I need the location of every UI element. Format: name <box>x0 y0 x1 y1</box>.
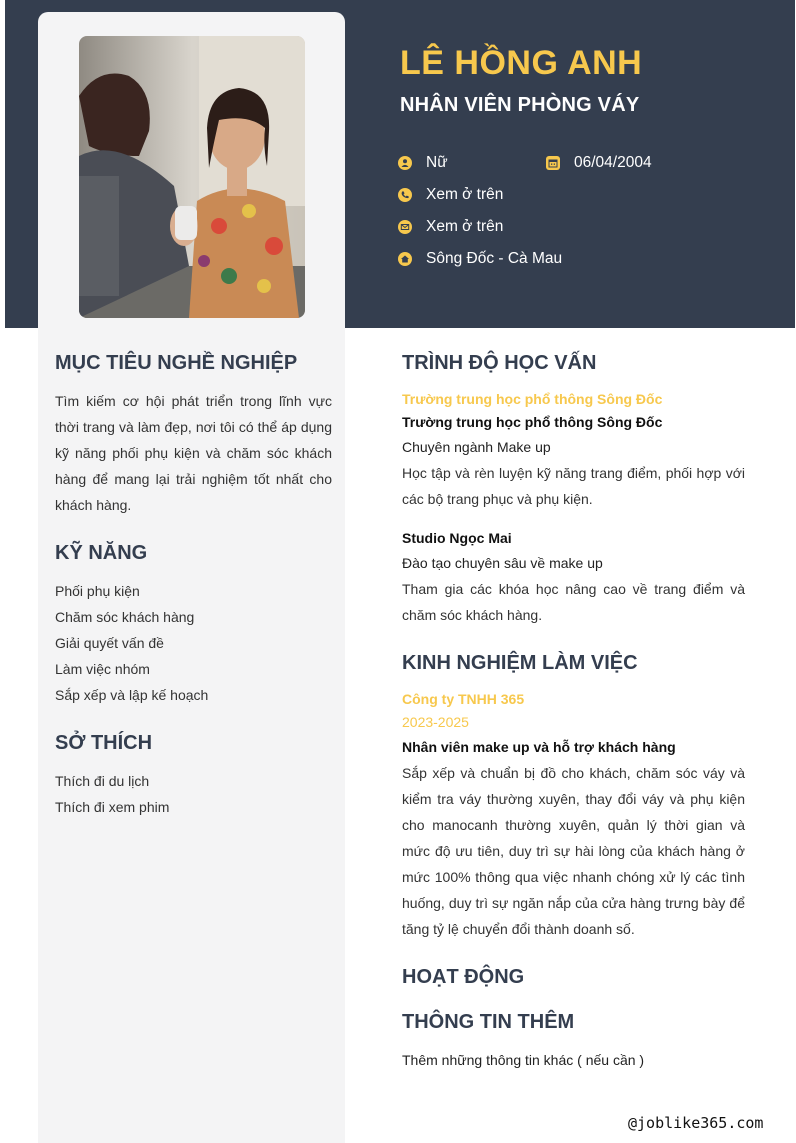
hobbies-title: SỞ THÍCH <box>55 732 153 754</box>
birthday-row <box>546 154 652 172</box>
experience-company: Công ty TNHH 365 <box>402 691 525 707</box>
skill-item: Làm việc nhóm <box>55 661 150 677</box>
experience-position: Nhân viên make up và hỗ trợ khách hàng <box>402 739 676 755</box>
gender-value: Nữ <box>426 154 448 171</box>
email-row <box>398 218 503 236</box>
education-description: Học tập và rèn luyện kỹ năng trang điểm, phối hợp với các bộ trang phục và phụ kiện. <box>402 465 745 507</box>
user-icon <box>398 156 412 170</box>
education-school-name: Studio Ngọc Mai <box>402 530 512 546</box>
address-value: Sông Đốc - Cà Mau <box>426 250 563 267</box>
profile-photo <box>79 36 305 318</box>
experience-description: Sắp xếp và chuẩn bị đồ cho khách, chăm sóc váy và kiểm tra váy thường xuyên, thay đổi váy và phụ kiện cho manocanh thường xuyên, quản lý thời gian và mức độ ưu tiên, duy trì sự hài lòng của khách hàng ở mức 100% thông qua việc nhanh chóng xử lý các tình huống, duy trì sự ngăn nắp của cửa hàng trưng bày để tăng tỷ lệ chuyển đổi thành doanh số. <box>402 765 745 937</box>
candidate-name: LÊ HỒNG ANH <box>400 44 643 82</box>
watermark: @joblike365.com <box>628 1114 764 1132</box>
skills-title: KỸ NĂNG <box>55 542 148 564</box>
phone-row <box>398 186 503 204</box>
skill-item: Giải quyết vấn đề <box>55 635 164 651</box>
education-school-name: Trường trung học phổ thông Sông Đốc <box>402 414 663 430</box>
gender-row <box>398 154 448 172</box>
objective-text: Tìm kiếm cơ hội phát triển trong lĩnh vực thời trang và làm đẹp, nơi tôi có thể áp dụng kỹ năng phối phụ kiện và chăm sóc khách hàng để mang lại trải nghiệm tốt nhất cho khách hàng. <box>55 393 332 513</box>
education-org: Trường trung học phổ thông Sông Đốc <box>402 391 663 407</box>
hobby-item: Thích đi xem phim <box>55 799 170 815</box>
hobby-item: Thích đi du lịch <box>55 773 150 789</box>
activities-title: HOẠT ĐỘNG <box>402 966 525 988</box>
phone-icon <box>398 188 412 202</box>
phone-value: Xem ở trên <box>426 186 504 203</box>
skill-item: Phối phụ kiện <box>55 583 140 599</box>
education-description: Tham gia các khóa học nâng cao về trang điểm và chăm sóc khách hàng. <box>402 581 745 623</box>
additional-info-text: Thêm những thông tin khác ( nếu cần ) <box>402 1052 645 1068</box>
hobbies-list <box>55 768 169 820</box>
education-title: TRÌNH ĐỘ HỌC VẤN <box>402 352 597 374</box>
education-major: Đào tạo chuyên sâu về make up <box>402 555 603 571</box>
experience-period: 2023-2025 <box>402 714 469 730</box>
skill-item: Chăm sóc khách hàng <box>55 609 195 625</box>
job-title: NHÂN VIÊN PHÒNG VÁY <box>400 94 640 116</box>
experience-title: KINH NGHIỆM LÀM VIỆC <box>402 652 638 674</box>
email-value: Xem ở trên <box>426 218 504 235</box>
home-icon <box>398 252 412 266</box>
mail-icon <box>398 220 412 234</box>
calendar-icon <box>546 156 560 170</box>
address-row <box>398 250 562 268</box>
additional-info-title: THÔNG TIN THÊM <box>402 1011 575 1033</box>
objective-title: MỤC TIÊU NGHỀ NGHIỆP <box>55 352 298 374</box>
education-major: Chuyên ngành Make up <box>402 439 551 455</box>
skills-list <box>55 578 208 708</box>
birthday-value: 06/04/2004 <box>574 154 652 171</box>
skill-item: Sắp xếp và lập kế hoạch <box>55 687 209 703</box>
